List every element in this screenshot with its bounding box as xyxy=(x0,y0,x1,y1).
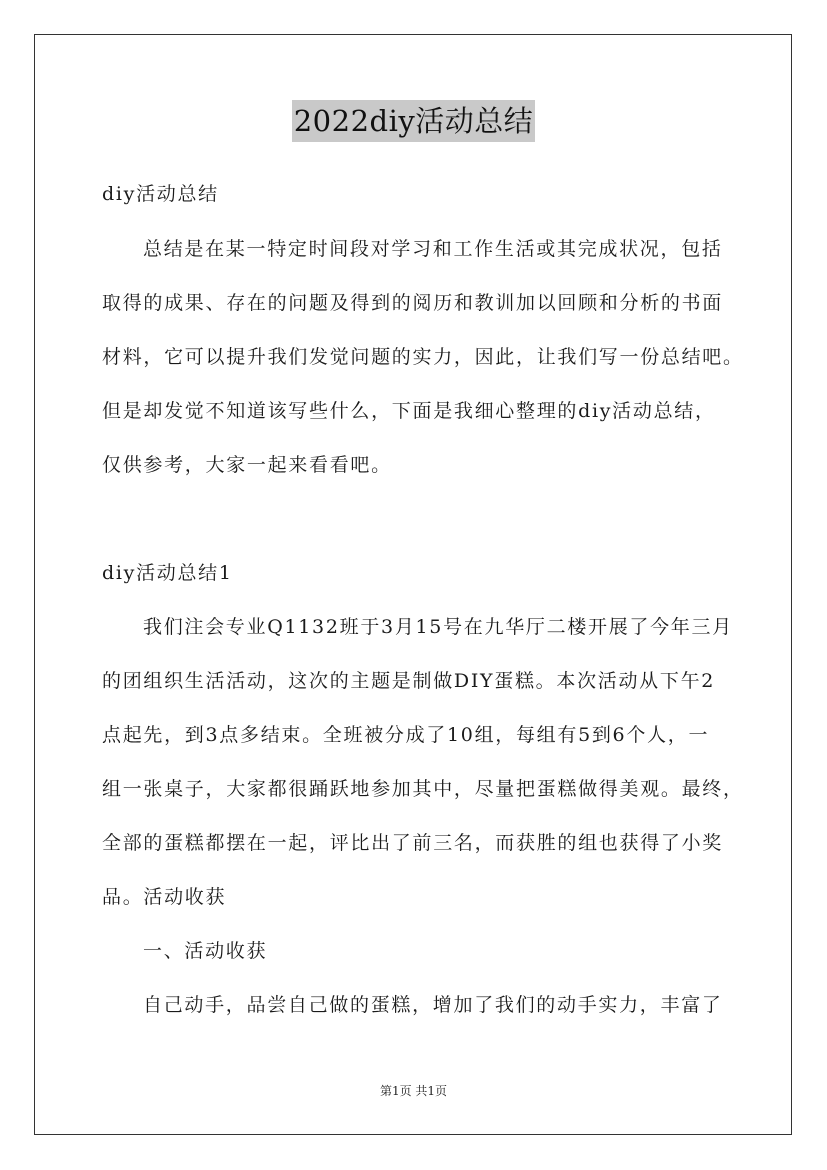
paragraph-line: 的团组织生活活动，这次的主题是制做DIY蛋糕。本次活动从下午2 xyxy=(102,670,716,692)
paragraph-line: 材料，它可以提升我们发觉问题的实力，因此，让我们写一份总结吧。 xyxy=(102,346,744,368)
paragraph-line: 仅供参考，大家一起来看看吧。 xyxy=(102,454,392,476)
paragraph-line: 品。活动收获 xyxy=(102,886,227,908)
paragraph-line: 点起先，到3点多结束。全班被分成了10组，每组有5到6个人，一 xyxy=(102,724,710,746)
paragraph-line: 组一张桌子，大家都很踊跃地参加其中，尽量把蛋糕做得美观。最终， xyxy=(102,778,744,800)
paragraph-line: 总结是在某一特定时间段对学习和工作生活或其完成状况，包括 xyxy=(143,238,723,260)
paragraph-line: 自己动手，品尝自己做的蛋糕，增加了我们的动手实力，丰富了 xyxy=(143,994,723,1016)
paragraph-line: 但是却发觉不知道该写些什么，下面是我细心整理的diy活动总结， xyxy=(102,400,716,422)
paragraph-line: 取得的成果、存在的问题及得到的阅历和教训加以回顾和分析的书面 xyxy=(102,292,724,314)
paragraph-line: 我们注会专业Q1132班于3月15号在九华厅二楼开展了今年三月 xyxy=(143,616,733,638)
section-heading: diy活动总结1 xyxy=(102,562,233,584)
paragraph-line: 全部的蛋糕都摆在一起，评比出了前三名，而获胜的组也获得了小奖 xyxy=(102,832,724,854)
page-footer: 第1页 共1页 xyxy=(379,1084,448,1098)
title-container xyxy=(0,100,827,142)
subheading: 一、活动收获 xyxy=(143,940,268,962)
section-heading: diy活动总结 xyxy=(102,183,219,205)
document-title: 2022diy活动总结 xyxy=(292,100,536,142)
